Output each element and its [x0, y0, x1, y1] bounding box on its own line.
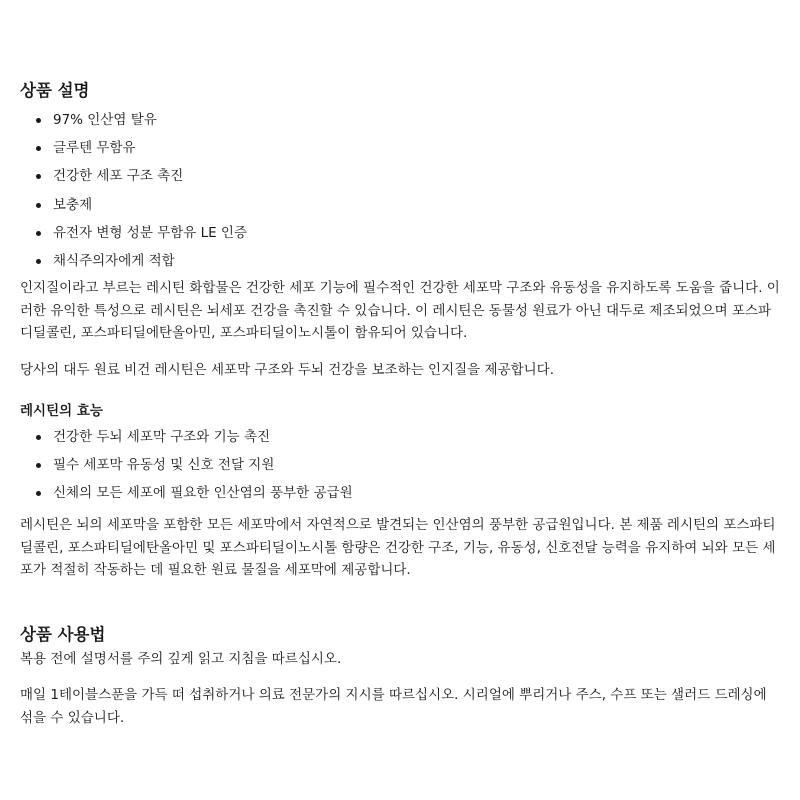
product-usage-heading: 상품 사용법: [20, 625, 106, 644]
benefits-heading: 레시틴의 효능: [20, 403, 103, 419]
benefits-paragraph: 레시틴은 뇌의 세포막을 포함한 모든 세포막에서 자연적으로 발견되는 인산염의 풍부한 공급원입니다. 본 제품 레시틴의 포스파티딜콜린, 포스파티딜에탄올아민 및 포스파티딜이노시톨 함량은 건강한 구조, 기능, 유동성, 신호전달 능력을 유지하여 뇌와 모든 세포가 적절히 작동하는 데 필요한 원료 물질을 세포막에 제공합니다.: [20, 517, 776, 578]
feature-item: 건강한 세포 구조 촉진: [20, 166, 247, 194]
feature-item: 보충제: [20, 195, 247, 223]
product-description-heading: 상품 설명: [20, 81, 90, 100]
benefit-item: 신체의 모든 세포에 필요한 인산염의 풍부한 공급원: [20, 483, 353, 511]
feature-item: 유전자 변형 성분 무함유 LE 인증: [20, 223, 247, 251]
usage-paragraph: 복용 전에 설명서를 주의 깊게 읽고 지침을 따르십시오.: [20, 651, 342, 667]
feature-item: 채식주의자에게 적합: [20, 251, 247, 279]
feature-list: [20, 110, 247, 279]
usage-paragraph: 매일 1테이블스푼을 가득 떠 섭취하거나 의료 전문가의 지시를 따르십시오. 시리얼에 뿌리거나 주스, 수프 또는 샐러드 드레싱에 섞을 수 있습니다.: [20, 687, 767, 726]
benefit-item: 필수 세포막 유동성 및 신호 전달 지원: [20, 455, 353, 483]
feature-item: 글루텐 무함유: [20, 138, 247, 166]
description-paragraph: 인지질이라고 부르는 레시틴 화합물은 건강한 세포 기능에 필수적인 건강한 세포막 구조와 유동성을 유지하도록 도움을 줍니다. 이러한 유익한 특성으로 레시틴은 뇌세포 건강을 촉진할 수 있습니다. 이 레시틴은 동물성 원료가 아닌 대두로 제조되었으며 포스파디딜콜린, 포스파티딜에탄올아민, 포스파티딜이노시톨이 함유되어 있습니다.: [20, 280, 780, 341]
feature-item: 97% 인산염 탈유: [20, 110, 247, 138]
benefit-list: [20, 427, 353, 512]
description-paragraph: 당사의 대두 원료 비건 레시틴은 세포막 구조와 두뇌 건강을 보조하는 인지질을 제공합니다.: [20, 362, 555, 378]
benefit-item: 건강한 두뇌 세포막 구조와 기능 촉진: [20, 427, 353, 455]
